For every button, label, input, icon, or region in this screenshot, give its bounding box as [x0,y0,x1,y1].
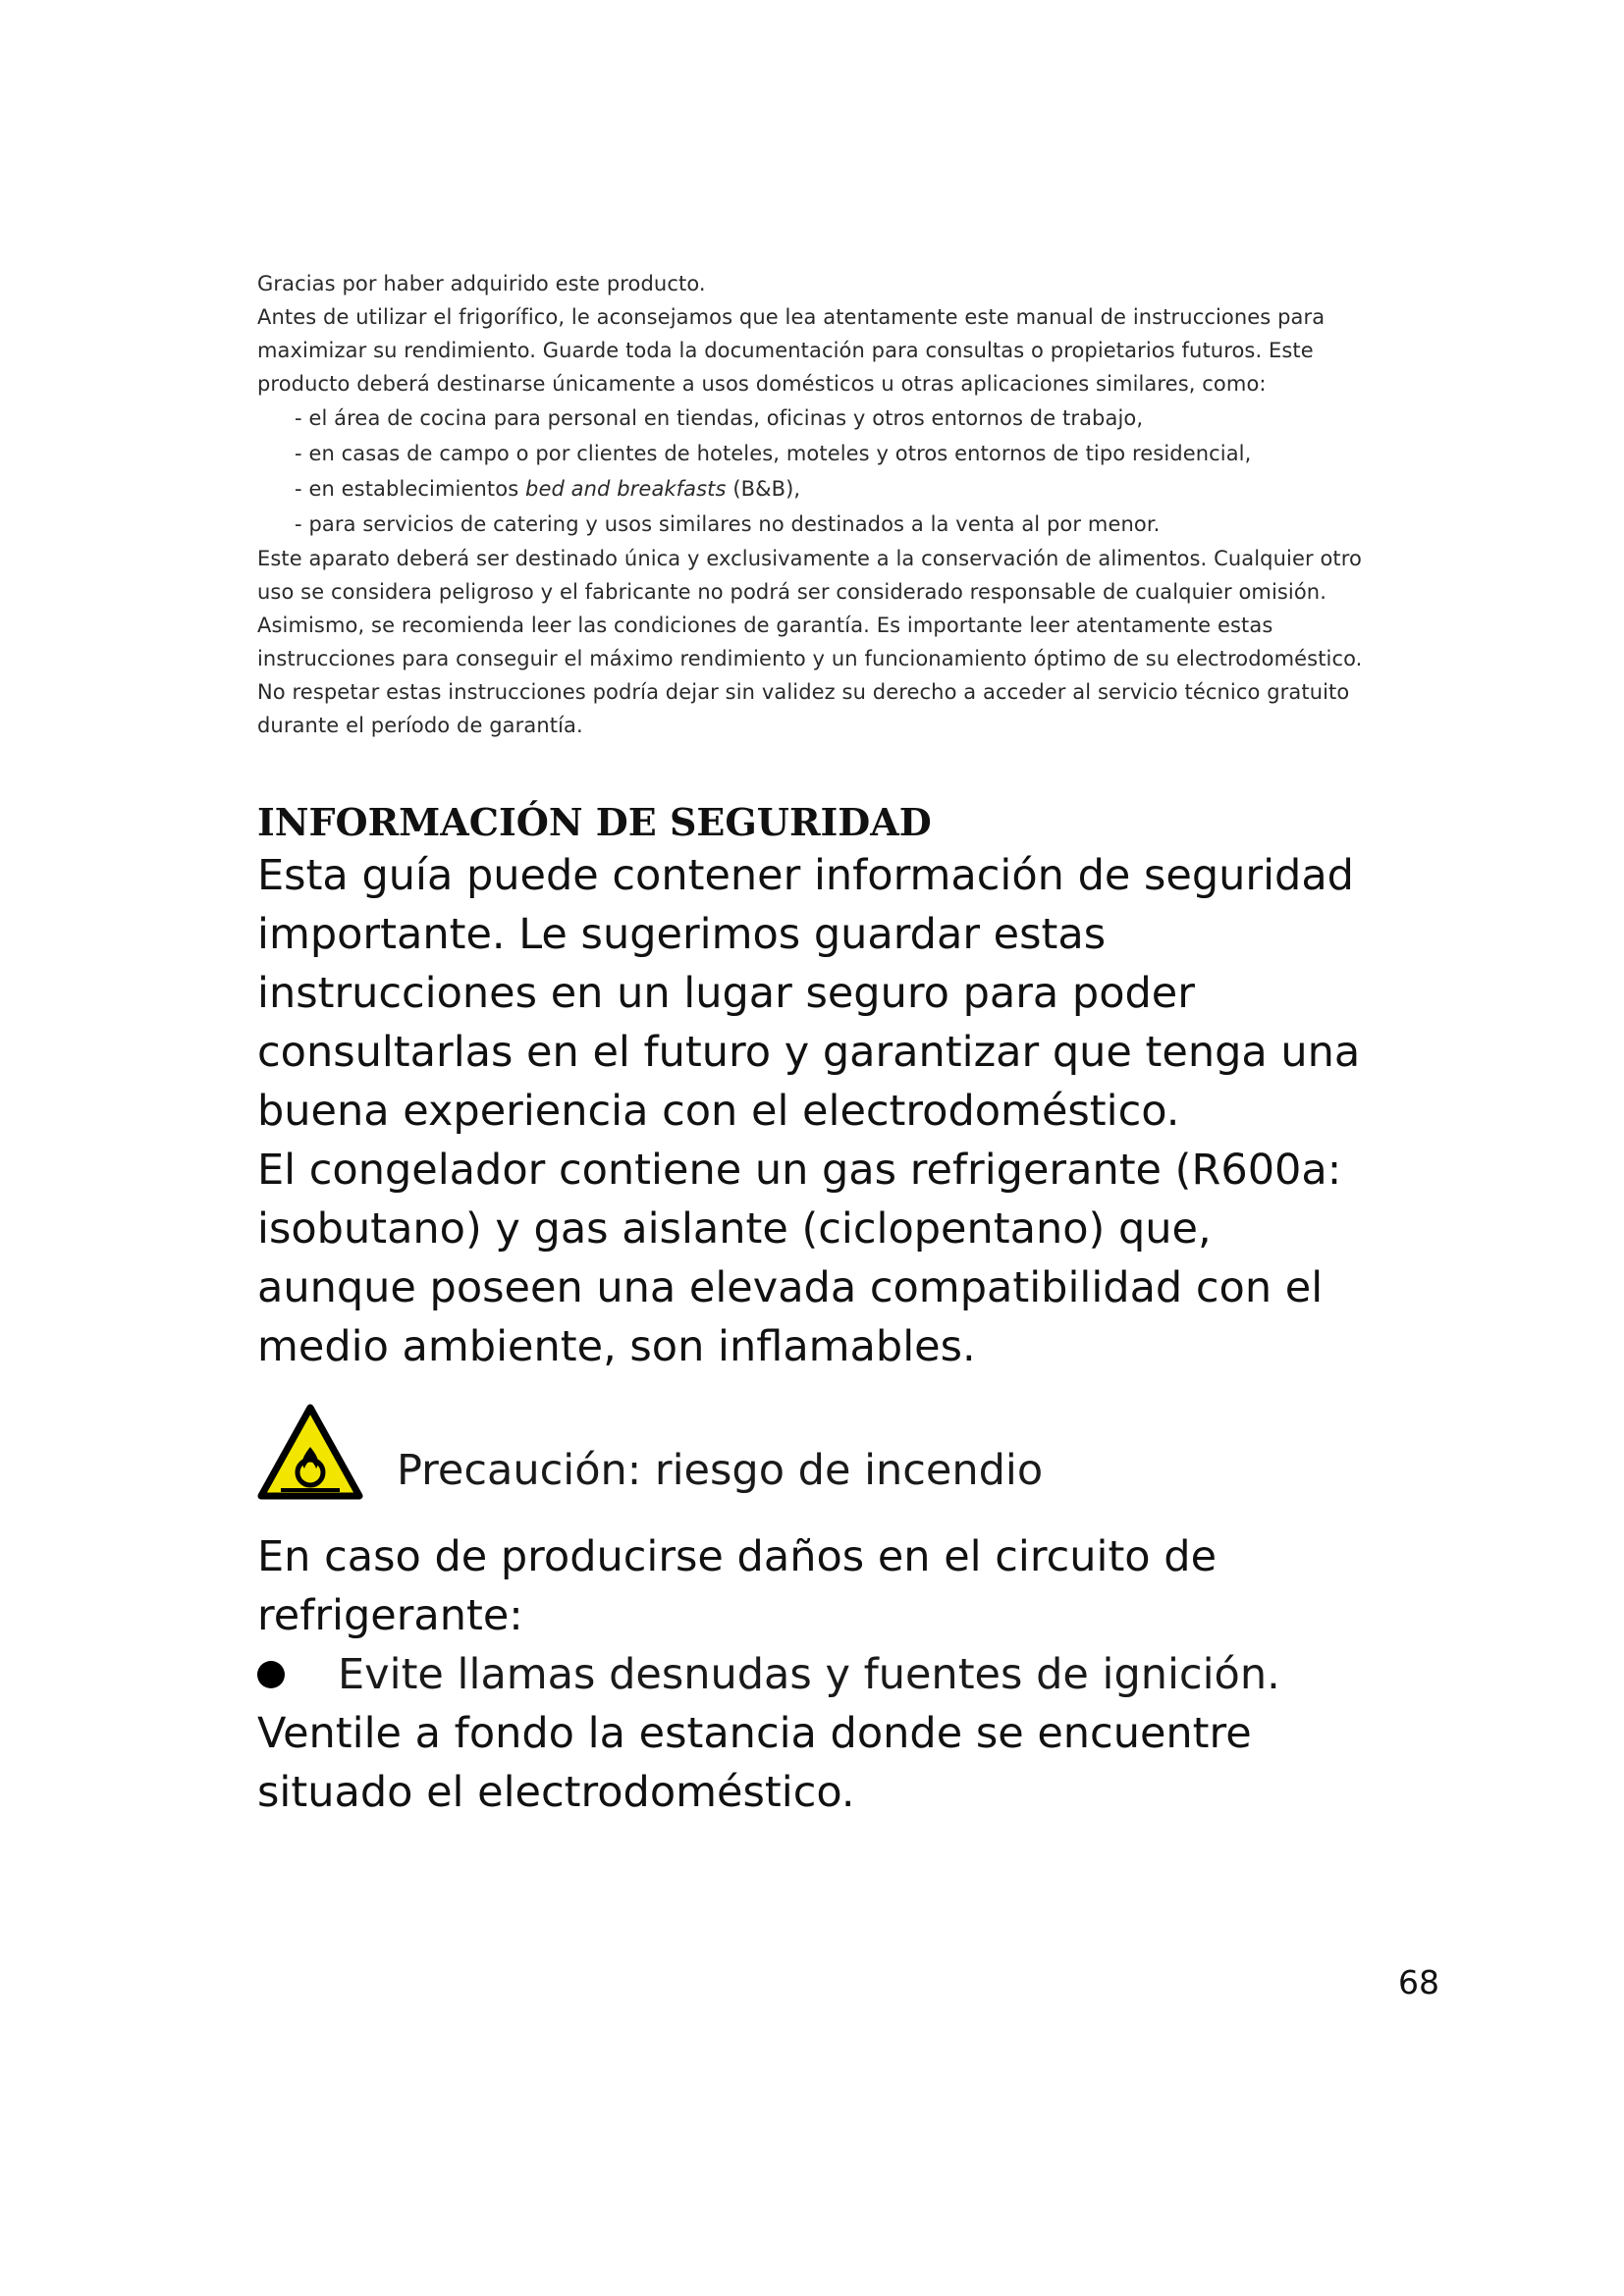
usage-list [257,400,1367,542]
page-number: 68 [1398,1963,1439,2002]
fire-hazard-icon [257,1404,363,1500]
intro-section [257,267,1367,742]
page-content [257,267,1367,1822]
safety-paragraph-1: Esta guía puede contener información de seguridad importante. Le sugerimos guardar estas instrucciones en un lugar seguro para poder consultarlas en el futuro y garantizar que tenga una buena experiencia con el electrodoméstico. [257,851,1361,1136]
bb-italic: bed and breakfasts [525,477,727,501]
intro-paragraph: Antes de utilizar el frigorífico, le aconsejamos que lea atentamente este manual de instrucciones para maximizar su rendimiento. Guarde toda la documentación para consultas o propietarios futuros. Este producto deberá destinarse únicamente a usos domésticos u otras aplicaciones similares, como: [257,305,1326,396]
list-item: - el área de cocina para personal en tiendas, oficinas y otros entornos de trabajo, [295,400,1367,436]
list-item [295,471,1367,507]
intro-thanks: Gracias por haber adquirido este producto. [257,272,706,295]
safety-paragraph-3: En caso de producirse daños en el circuito de refrigerante: [257,1532,1218,1640]
list-item: - en casas de campo o por clientes de hoteles, moteles y otros entornos de tipo residencial, [295,436,1367,471]
bullet-dot-icon [257,1661,285,1688]
bullet-item [257,1645,1367,1704]
warning-label: Precaución: riesgo de incendio [397,1446,1044,1495]
bullet-text: Evite llamas desnudas y fuentes de ignición. [338,1650,1280,1699]
section-title: INFORMACIÓN DE SEGURIDAD [257,800,932,844]
safety-paragraph-2: El congelador contiene un gas refrigerante (R600a: isobutano) y gas aislante (ciclopentano) que, aunque poseen una elevada compatibilidad con el medio ambiente, son inflamables. [257,1146,1342,1371]
list-item: - para servicios de catering y usos similares no destinados a la venta al por menor. [295,507,1367,542]
safety-paragraph-4: Ventile a fondo la estancia donde se encuentre situado el electrodoméstico. [257,1709,1252,1817]
warning-row [257,1390,1367,1500]
bb-suffix: (B&B), [726,477,801,501]
intro-outro: Este aparato deberá ser destinado única y exclusivamente a la conservación de alimentos. Cualquier otro uso se considera peligroso y el fabricante no podrá ser considerado responsable de cualquier omisión. Asimismo, se recomienda leer las condiciones de garantía. Es importante leer atentamente estas instrucciones para conseguir el máximo rendimiento y un funcionamiento óptimo de su electrodoméstico. No respetar estas instrucciones podría dejar sin validez su derecho a acceder al servicio técnico gratuito durante el período de garantía. [257,547,1363,737]
bb-prefix: en establecimientos [308,477,526,501]
